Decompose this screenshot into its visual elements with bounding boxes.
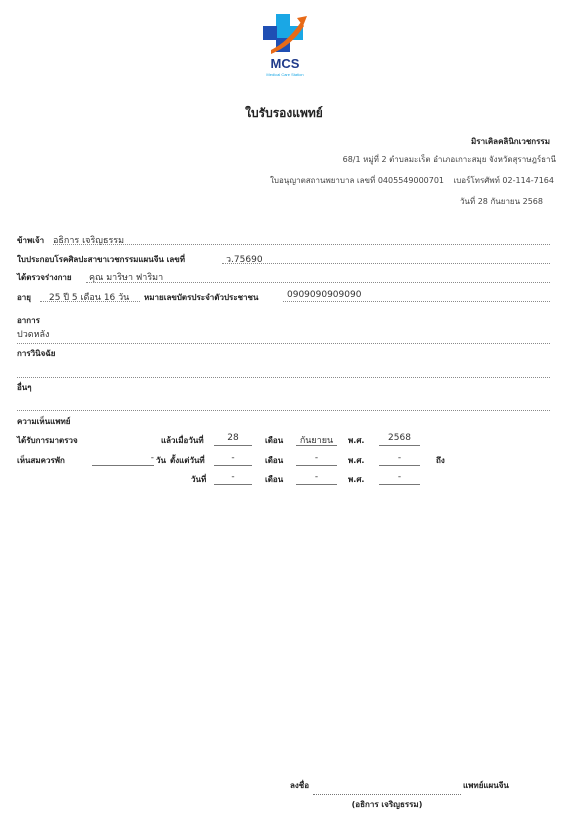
- rest-from-month-line: [296, 465, 337, 466]
- signature-name: (อธิการ เจริญธรรม): [351, 800, 423, 809]
- phone-number: 02-114-7164: [502, 176, 554, 185]
- rest-to-day-line: [214, 484, 252, 485]
- clinic-license: [270, 174, 444, 187]
- phone-label: เบอร์โทรศัพท์: [453, 176, 500, 185]
- age-dotted-line: [40, 301, 140, 302]
- exam-day-line: [214, 445, 252, 446]
- logo-text: MCS: [270, 56, 300, 71]
- rest-year-label: พ.ศ.: [348, 456, 365, 465]
- license-number: 0405549000701: [377, 176, 445, 185]
- rest-from-year: -: [397, 453, 402, 463]
- clinic-address: 68/1 หมู่ที่ 2 ตำบลมะเร็ต อำเภอเกาะสมุย จังหวัดสุราษฎร์ธานี: [342, 155, 556, 164]
- rest-to-month: -: [314, 472, 319, 482]
- diagnosis-dotted-line: [17, 377, 550, 378]
- others-label: อื่นๆ: [17, 383, 32, 392]
- exam-year-label: พ.ศ.: [348, 436, 365, 445]
- clinic-logo: [257, 14, 313, 78]
- document-title: ใบรับรองแพทย์: [245, 106, 323, 120]
- diagnosis-label: การวินิจฉัย: [17, 349, 56, 358]
- age-label: อายุ: [17, 293, 31, 302]
- patient-label: ได้ตรวจร่างกาย: [17, 273, 72, 282]
- rest-from-month: -: [314, 453, 319, 463]
- exam-when-label: แล้วเมื่อวันที่: [161, 436, 204, 445]
- opinion-label: ความเห็นแพทย์: [17, 417, 71, 426]
- rest-to-day-label: วันที่: [191, 475, 207, 484]
- exam-month: กันยายน: [299, 436, 334, 446]
- doctor-line: [53, 244, 550, 245]
- clinic-name: มิราเคิลคลินิกเวชกรรม: [471, 137, 550, 146]
- rest-days-line: [92, 465, 154, 466]
- id-dotted-line: [283, 301, 550, 302]
- rest-month-label: เดือน: [265, 456, 284, 465]
- rest-to-month-label: เดือน: [265, 475, 284, 484]
- symptoms-value: ปวดหลัง: [17, 330, 50, 340]
- document-date: วันที่ 28 กันยายน 2568: [459, 197, 543, 206]
- signature-line: [313, 794, 461, 795]
- symptoms-dotted-line: [17, 343, 550, 344]
- license-label: ใบอนุญาตสถานพยาบาล เลขที่: [270, 176, 376, 185]
- patient-dotted-line: [86, 282, 550, 283]
- rest-to-year-line: [379, 484, 420, 485]
- others-dotted-line: [17, 410, 550, 411]
- signature-role: แพทย์แผนจีน: [463, 781, 509, 790]
- rest-to-year-label: พ.ศ.: [348, 475, 365, 484]
- exam-day: 28: [227, 433, 239, 443]
- exam-label: ได้รับการมาตรวจ: [17, 436, 78, 445]
- rest-days: -: [150, 453, 154, 463]
- patient-name: คุณ มาริษา ฟาริมา: [89, 273, 164, 283]
- rest-from-label: ตั้งแต่วันที่: [170, 456, 205, 465]
- exam-month-label: เดือน: [265, 436, 284, 445]
- license-dotted-line: [222, 263, 550, 264]
- rest-days-unit: วัน: [156, 456, 166, 465]
- rest-from-day: -: [231, 453, 235, 463]
- exam-year-line: [379, 445, 420, 446]
- signature-label: ลงชื่อ: [290, 781, 310, 790]
- doctor-label: ข้าพเจ้า: [17, 236, 45, 245]
- logo-tagline: Medical Care Station: [266, 72, 304, 77]
- rest-to-day: -: [231, 472, 235, 482]
- exam-year: 2568: [388, 433, 411, 443]
- rest-from-year-line: [379, 465, 420, 466]
- id-label: หมายเลขบัตรประจำตัวประชาชน: [144, 293, 259, 302]
- license-line-label: ใบประกอบโรคศิลปะสาขาเวชกรรมแผนจีน เลขที่: [17, 255, 186, 264]
- doctor-name: อธิการ เจริญธรรม: [53, 236, 125, 246]
- rest-label: เห็นสมควรพัก: [17, 456, 65, 465]
- patient-id: 0909090909090: [287, 290, 362, 300]
- rest-to-label: ถึง: [436, 456, 445, 465]
- patient-age: 25 ปี 5 เดือน 16 วัน: [49, 293, 130, 303]
- doctor-license-number: ว.75690: [226, 255, 263, 265]
- rest-from-day-line: [214, 465, 252, 466]
- exam-month-line: [296, 445, 337, 446]
- clinic-phone: [453, 174, 554, 187]
- rest-to-month-line: [296, 484, 337, 485]
- rest-to-year: -: [397, 472, 402, 482]
- symptoms-label: อาการ: [17, 316, 40, 325]
